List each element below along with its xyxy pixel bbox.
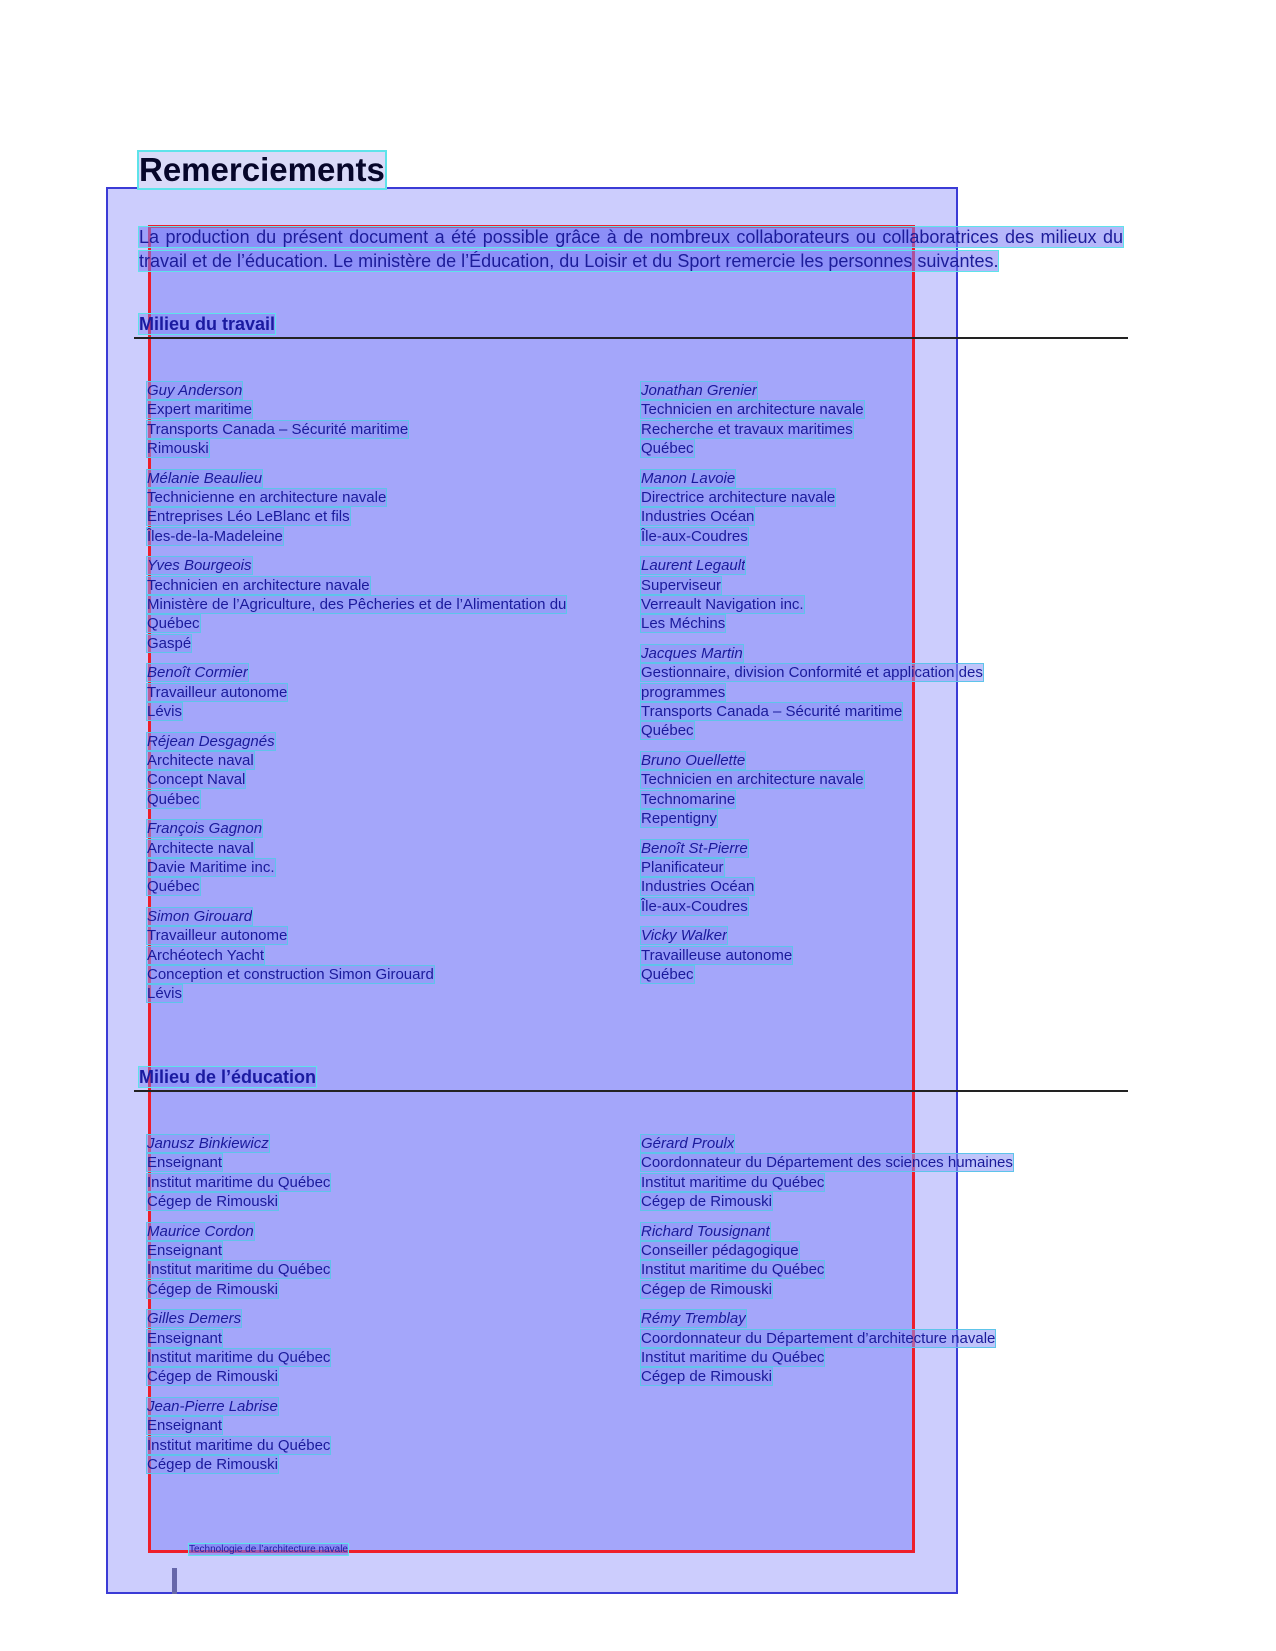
contact-detail: [147, 751, 637, 770]
contact-name: [641, 926, 1061, 945]
contact-detail: [147, 576, 637, 595]
contact-entry: [147, 1134, 637, 1211]
contact-name: [641, 751, 1061, 770]
contact-detail: [641, 439, 1061, 458]
contact-entry: [641, 556, 1061, 633]
contact-text: Recherche et travaux maritimes: [641, 420, 853, 438]
contact-text: Architecte naval: [147, 839, 254, 857]
contact-text: Cégep de Rimouski: [641, 1368, 772, 1386]
contact-detail: [641, 614, 1061, 633]
contact-text: Institut maritime du Québec: [641, 1261, 825, 1279]
contact-entry: [147, 556, 637, 652]
contact-text: Transports Canada – Sécurité maritime: [147, 420, 409, 438]
contact-detail: [147, 614, 637, 633]
contact-detail: [641, 507, 1061, 526]
contact-text: Jacques Martin: [641, 645, 743, 663]
contact-detail: [641, 1367, 1061, 1386]
work-right-column: [641, 381, 1061, 984]
contact-detail: [147, 1367, 637, 1386]
contact-detail: [641, 702, 1061, 721]
contact-text: Québec: [147, 790, 200, 808]
contact-text: Enseignant: [147, 1329, 223, 1347]
contact-text: Québec: [147, 615, 200, 633]
contact-text: Technicien en architecture navale: [641, 401, 864, 419]
contact-detail: [641, 1153, 1061, 1172]
contact-detail: [641, 1173, 1061, 1192]
contact-text: Cégep de Rimouski: [641, 1192, 772, 1210]
contact-detail: [641, 946, 1061, 965]
contact-name: [147, 663, 637, 682]
contact-text: Rémy Tremblay: [641, 1310, 746, 1328]
contact-name: [641, 556, 1061, 575]
contact-detail: [147, 420, 637, 439]
contact-detail: [147, 1192, 637, 1211]
contact-text: Benoît St-Pierre: [641, 839, 748, 857]
contact-text: Repentigny: [641, 809, 717, 827]
education-left-column: [147, 1134, 637, 1474]
contact-detail: [641, 1348, 1061, 1367]
contact-detail: [147, 1173, 637, 1192]
page-title: Remerciements: [139, 151, 385, 188]
contact-text: Simon Girouard: [147, 908, 253, 926]
contact-text: François Gagnon: [147, 820, 263, 838]
contact-detail: [641, 595, 1061, 614]
contact-name: [147, 732, 637, 751]
contact-text: Gestionnaire, division Conformité et application des: [641, 664, 983, 682]
contact-detail: [641, 420, 1061, 439]
contact-text: Manon Lavoie: [641, 469, 736, 487]
contact-text: Québec: [147, 878, 200, 896]
section-heading-work: Milieu du travail: [139, 314, 276, 334]
section-rule-education: [134, 1090, 1128, 1092]
contact-detail: [147, 1280, 637, 1299]
contact-entry: [147, 1397, 637, 1474]
contact-entry: [147, 663, 637, 721]
contact-text: Gérard Proulx: [641, 1135, 735, 1152]
contact-text: Expert maritime: [147, 401, 253, 419]
contact-detail: [147, 1436, 637, 1455]
contact-detail: [641, 400, 1061, 419]
contact-entry: [147, 1309, 637, 1386]
contact-detail: [147, 1153, 637, 1172]
contact-detail: [641, 663, 1061, 682]
contact-text: Gilles Demers: [147, 1310, 242, 1328]
contact-name: [641, 1309, 1061, 1328]
contact-entry: [147, 469, 637, 546]
contact-text: Institut maritime du Québec: [641, 1173, 825, 1191]
contact-text: Richard Tousignant: [641, 1222, 770, 1240]
section-rule-work: [134, 337, 1128, 339]
contact-name: [641, 469, 1061, 488]
contact-text: Janusz Binkiewicz: [147, 1135, 269, 1152]
contact-detail: [147, 595, 637, 614]
contact-text: Coordonnateur du Département des sciences humaines: [641, 1154, 1013, 1172]
contact-text: Archéotech Yacht: [147, 946, 265, 964]
contact-name: [147, 1222, 637, 1241]
contact-text: Technicienne en architecture navale: [147, 488, 387, 506]
contact-text: Coordonnateur du Département d’architecture navale: [641, 1329, 996, 1347]
contact-text: Technicien en architecture navale: [147, 576, 370, 594]
contact-text: Yves Bourgeois: [147, 557, 252, 575]
contact-name: [641, 644, 1061, 663]
contact-text: Jonathan Grenier: [641, 382, 757, 399]
contact-name: [147, 1134, 637, 1153]
contact-detail: [641, 1192, 1061, 1211]
contact-text: Travailleur autonome: [147, 927, 288, 945]
contact-text: Maurice Cordon: [147, 1222, 254, 1240]
contact-text: Conception et construction Simon Girouard: [147, 966, 434, 984]
contact-name: [147, 1397, 637, 1416]
contact-detail: [147, 439, 637, 458]
contact-entry: [641, 926, 1061, 984]
contact-detail: [147, 507, 637, 526]
contact-detail: [641, 790, 1061, 809]
contact-detail: [147, 1329, 637, 1348]
contact-detail: [147, 984, 637, 1003]
contact-detail: [641, 877, 1061, 896]
contact-entry: [641, 469, 1061, 546]
contact-entry: [147, 732, 637, 809]
contact-text: programmes: [641, 683, 726, 701]
contact-detail: [147, 839, 637, 858]
contact-text: Benoît Cormier: [147, 664, 248, 682]
contact-text: Industries Océan: [641, 508, 755, 526]
contact-detail: [147, 1260, 637, 1279]
contact-entry: [641, 751, 1061, 828]
contact-detail: [147, 1241, 637, 1260]
section-heading-education: Milieu de l’éducation: [139, 1067, 317, 1087]
contact-detail: [641, 527, 1061, 546]
contact-name: [147, 1309, 637, 1328]
contact-detail: [147, 946, 637, 965]
contact-text: Lévis: [147, 702, 183, 720]
contact-text: Les Méchins: [641, 615, 726, 633]
contact-name: [147, 907, 637, 926]
intro-paragraph: [139, 225, 1123, 273]
contact-text: Planificateur: [641, 859, 724, 877]
contact-entry: [147, 819, 637, 896]
contact-detail: [147, 770, 637, 789]
contact-text: Gaspé: [147, 634, 192, 652]
contact-text: Entreprises Léo LeBlanc et fils: [147, 508, 350, 526]
contact-detail: [641, 488, 1061, 507]
contact-detail: [147, 965, 637, 984]
contact-name: [641, 1134, 1061, 1153]
contact-name: [147, 819, 637, 838]
contact-text: Institut maritime du Québec: [641, 1348, 825, 1366]
contact-detail: [641, 858, 1061, 877]
contact-detail: [147, 877, 637, 896]
contact-text: Concept Naval: [147, 771, 246, 789]
contact-detail: [147, 1455, 637, 1474]
footer-text: Technologie de l’architecture navale: [189, 1544, 348, 1555]
contact-text: Lévis: [147, 985, 183, 1003]
contact-entry: [147, 907, 637, 1003]
contact-text: Travailleuse autonome: [641, 946, 793, 964]
contact-text: Cégep de Rimouski: [147, 1368, 278, 1386]
contact-detail: [147, 1348, 637, 1367]
contact-detail: [641, 770, 1061, 789]
contact-detail: [147, 926, 637, 945]
contact-entry: [147, 381, 637, 458]
contact-entry: [641, 1309, 1061, 1386]
contact-detail: [147, 683, 637, 702]
contact-entry: [147, 1222, 637, 1299]
contact-text: Cégep de Rimouski: [147, 1192, 278, 1210]
contact-text: Technicien en architecture navale: [641, 771, 864, 789]
contact-name: [147, 556, 637, 575]
contact-text: Îles-de-la-Madeleine: [147, 527, 283, 545]
contact-detail: [641, 721, 1061, 740]
contact-text: Guy Anderson: [147, 382, 243, 399]
contact-text: Verreault Navigation inc.: [641, 595, 804, 613]
contact-detail: [641, 809, 1061, 828]
contact-entry: [641, 1222, 1061, 1299]
page-marker: [172, 1568, 177, 1594]
contact-text: Superviseur: [641, 576, 722, 594]
contact-text: Enseignant: [147, 1241, 223, 1259]
contact-name: [641, 839, 1061, 858]
contact-detail: [641, 576, 1061, 595]
contact-text: Directrice architecture navale: [641, 488, 836, 506]
contact-detail: [147, 858, 637, 877]
contact-text: Île-aux-Coudres: [641, 527, 748, 545]
contact-entry: [641, 381, 1061, 458]
contact-detail: [641, 965, 1061, 984]
contact-name: [147, 469, 637, 488]
contact-detail: [641, 1280, 1061, 1299]
contact-text: Enseignant: [147, 1417, 223, 1435]
contact-detail: [641, 683, 1061, 702]
contact-detail: [147, 634, 637, 653]
contact-text: Cégep de Rimouski: [147, 1280, 278, 1298]
contact-text: Cégep de Rimouski: [641, 1280, 772, 1298]
contact-detail: [641, 1241, 1061, 1260]
contact-text: Institut maritime du Québec: [147, 1173, 331, 1191]
contact-detail: [147, 1416, 637, 1435]
contact-text: Institut maritime du Québec: [147, 1436, 331, 1454]
education-right-column: [641, 1134, 1061, 1387]
contact-text: Rimouski: [147, 439, 209, 457]
contact-text: Cégep de Rimouski: [147, 1455, 278, 1473]
contact-detail: [147, 488, 637, 507]
contact-text: Québec: [641, 439, 694, 457]
contact-detail: [147, 790, 637, 809]
contact-text: Bruno Ouellette: [641, 752, 746, 770]
contact-detail: [147, 527, 637, 546]
contact-text: Enseignant: [147, 1154, 223, 1172]
contact-detail: [641, 897, 1061, 916]
contact-text: Industries Océan: [641, 878, 755, 896]
contact-text: Québec: [641, 722, 694, 740]
contact-text: Jean-Pierre Labrise: [147, 1398, 278, 1416]
contact-entry: [641, 839, 1061, 916]
contact-text: Architecte naval: [147, 752, 254, 770]
contact-name: [147, 381, 637, 400]
contact-text: Transports Canada – Sécurité maritime: [641, 702, 903, 720]
contact-entry: [641, 644, 1061, 740]
contact-text: Réjean Desgagnés: [147, 732, 275, 750]
intro-text: La production du présent document a été possible grâce à de nombreux collaborateurs ou collaboratrices des milieux du travail et de l’éducation. Le ministère de l’Éducation, du Loisir et du Sport remercie les personnes suivantes.: [139, 227, 1123, 271]
contact-text: Mélanie Beaulieu: [147, 469, 263, 487]
contact-text: Travailleur autonome: [147, 683, 288, 701]
contact-text: Institut maritime du Québec: [147, 1348, 331, 1366]
contact-entry: [641, 1134, 1061, 1211]
contact-text: Davie Maritime inc.: [147, 859, 275, 877]
contact-detail: [147, 400, 637, 419]
contact-detail: [147, 702, 637, 721]
contact-name: [641, 381, 1061, 400]
contact-name: [641, 1222, 1061, 1241]
contact-text: Conseiller pédagogique: [641, 1241, 799, 1259]
contact-detail: [641, 1329, 1061, 1348]
contact-text: Institut maritime du Québec: [147, 1261, 331, 1279]
work-left-column: [147, 381, 637, 1004]
contact-text: Technomarine: [641, 790, 736, 808]
contact-text: Vicky Walker: [641, 927, 728, 945]
contact-detail: [641, 1260, 1061, 1279]
contact-text: Laurent Legault: [641, 557, 746, 575]
contact-text: Québec: [641, 966, 694, 984]
contact-text: Ministère de l’Agriculture, des Pêcheries et de l’Alimentation du: [147, 595, 567, 613]
contact-text: Île-aux-Coudres: [641, 897, 748, 915]
